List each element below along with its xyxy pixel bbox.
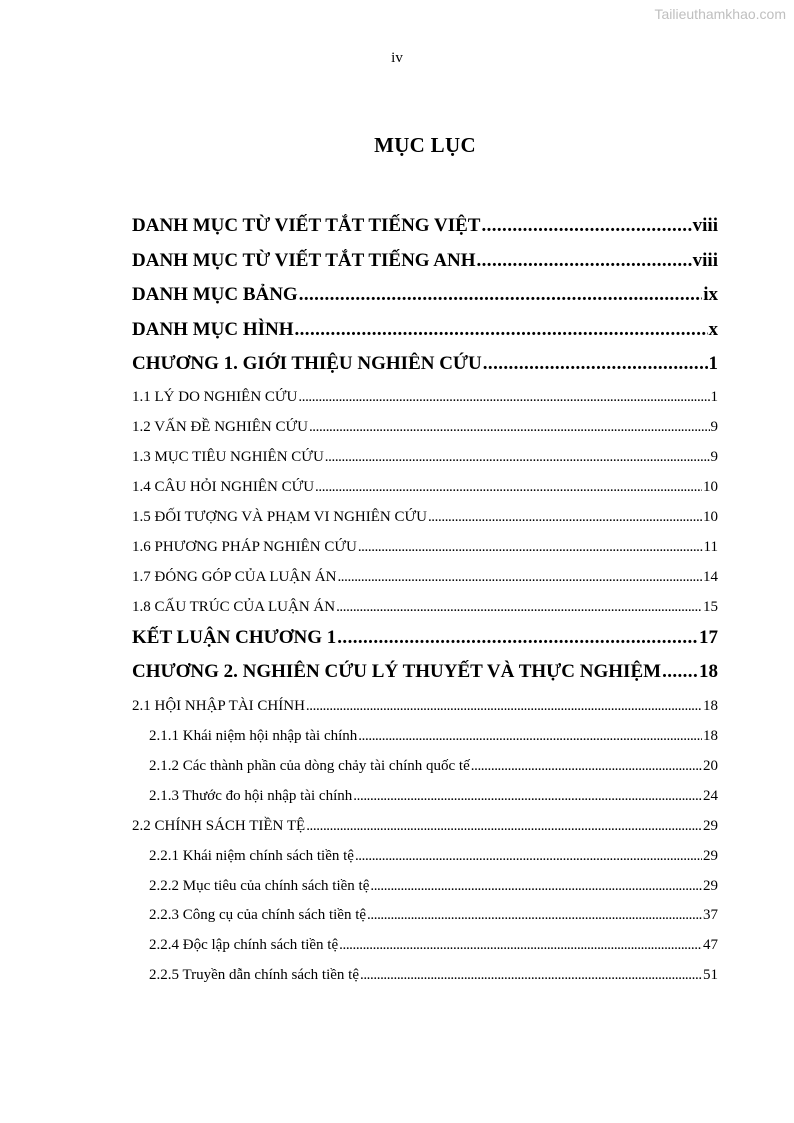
toc-entry-page: 47 (703, 937, 718, 953)
toc-leader (360, 967, 702, 984)
toc-entry[interactable] (132, 848, 718, 865)
toc-entry-label: 2.1 HỘI NHẬP TÀI CHÍNH (132, 698, 305, 714)
toc-entry-page: 10 (703, 509, 718, 525)
toc-entry-label: 2.2.3 Công cụ của chính sách tiền tệ (149, 907, 367, 923)
toc-entry[interactable] (132, 818, 718, 835)
toc-entry-label: 2.1.3 Thước đo hội nhập tài chính (149, 788, 353, 804)
toc-entry-page: 29 (703, 848, 718, 864)
toc-entry-page: 15 (703, 599, 718, 615)
toc-entry-page: 20 (703, 758, 718, 774)
toc-leader (355, 848, 702, 865)
toc-entry[interactable] (132, 569, 718, 586)
toc-entry[interactable] (132, 907, 718, 924)
toc-entry[interactable] (132, 937, 718, 954)
toc-leader (367, 907, 702, 924)
toc-entry-page: 29 (703, 878, 718, 894)
toc-entry[interactable] (132, 539, 718, 556)
toc-leader (483, 353, 708, 375)
toc-entry[interactable] (132, 479, 718, 496)
toc-entry[interactable] (132, 389, 718, 406)
toc-entry-label: 2.2.2 Mục tiêu của chính sách tiền tệ (149, 878, 370, 894)
toc-entry[interactable] (132, 698, 718, 715)
toc-entry-label: 1.3 MỤC TIÊU NGHIÊN CỨU (132, 449, 324, 465)
toc-entry-page: 37 (703, 907, 718, 923)
toc-entry[interactable] (132, 599, 718, 616)
toc-entry-page: 11 (703, 539, 718, 555)
toc-leader (337, 569, 702, 586)
toc-entry[interactable] (132, 319, 718, 341)
toc-entry-label: 2.2 CHÍNH SÁCH TIỀN TỆ (132, 818, 306, 834)
toc-entry-page: 51 (703, 967, 718, 983)
toc-entry-page: 18 (699, 661, 718, 682)
toc-leader (306, 818, 702, 835)
toc-leader (298, 389, 709, 406)
toc-entry-page: viii (692, 215, 718, 236)
toc-entry-label: DANH MỤC HÌNH (132, 319, 294, 340)
toc-entry-page: 9 (710, 449, 718, 465)
toc-leader (339, 937, 702, 954)
toc-entry[interactable] (132, 353, 718, 375)
toc-leader (295, 319, 708, 341)
toc-leader (358, 728, 702, 745)
toc-entry-label: 2.2.4 Độc lập chính sách tiền tệ (149, 937, 339, 953)
toc-entry[interactable] (132, 788, 718, 805)
toc-leader (358, 539, 703, 556)
toc-entry-page: 24 (703, 788, 718, 804)
toc-entry-label: 1.5 ĐỐI TƯỢNG VÀ PHẠM VI NGHIÊN CỨU (132, 509, 427, 525)
toc-entry-label: KẾT LUẬN CHƯƠNG 1 (132, 627, 337, 648)
toc-leader (662, 661, 698, 683)
toc-entry-page: 29 (703, 818, 718, 834)
toc-entry-page: 1 (710, 389, 718, 405)
toc-leader (309, 419, 710, 436)
toc-leader (336, 599, 702, 616)
toc-entry-label: 2.2.5 Truyền dẫn chính sách tiền tệ (149, 967, 359, 983)
toc-entry[interactable] (132, 728, 718, 745)
toc-entry-label: 1.2 VẤN ĐỀ NGHIÊN CỨU (132, 419, 308, 435)
toc-entry-label: DANH MỤC BẢNG (132, 284, 298, 305)
toc-entry-page: viii (692, 250, 718, 271)
toc-entry[interactable] (132, 449, 718, 466)
toc-entry-page: 9 (710, 419, 718, 435)
toc-leader (325, 449, 710, 466)
toc-entry[interactable] (132, 627, 718, 649)
toc-entry[interactable] (132, 967, 718, 984)
toc-entry-page: 10 (703, 479, 718, 495)
toc-entry-page: 18 (703, 728, 718, 744)
toc-leader (370, 878, 702, 895)
toc-entry-label: 2.2.1 Khái niệm chính sách tiền tệ (149, 848, 354, 864)
watermark: Tailieuthamkhao.com (654, 6, 786, 22)
toc-entry-page: ix (703, 284, 718, 305)
toc-leader (337, 627, 698, 649)
toc-leader (428, 509, 702, 526)
toc-entry-page: 1 (708, 353, 718, 374)
toc-entry[interactable] (132, 509, 718, 526)
toc-leader (481, 215, 691, 237)
toc-entry[interactable] (132, 661, 718, 683)
toc-leader (353, 788, 702, 805)
toc-entry[interactable] (132, 878, 718, 895)
toc-entry-page: 14 (703, 569, 718, 585)
toc-leader (315, 479, 702, 496)
page-number: iv (391, 50, 403, 66)
toc-entry-label: 1.7 ĐÓNG GÓP CỦA LUẬN ÁN (132, 569, 337, 585)
toc-entry-label: 1.4 CÂU HỎI NGHIÊN CỨU (132, 479, 315, 495)
toc-entry-label: 2.1.1 Khái niệm hội nhập tài chính (149, 728, 358, 744)
page-title: MỤC LỤC (374, 133, 476, 157)
toc-leader (471, 758, 702, 775)
toc-entry-label: 1.8 CẤU TRÚC CỦA LUẬN ÁN (132, 599, 336, 615)
toc-leader (477, 250, 692, 272)
toc-entry-label: 2.1.2 Các thành phần của dòng chảy tài chính quốc tế (149, 758, 470, 774)
toc-entry-label: CHƯƠNG 1. GIỚI THIỆU NGHIÊN CỨU (132, 353, 482, 374)
toc-leader (299, 284, 703, 306)
toc-entry-page: 18 (703, 698, 718, 714)
toc-entry-label: 1.6 PHƯƠNG PHÁP NGHIÊN CỨU (132, 539, 357, 555)
toc-entry-label: DANH MỤC TỪ VIẾT TẮT TIẾNG VIỆT (132, 215, 481, 236)
toc-entry-label: 1.1 LÝ DO NGHIÊN CỨU (132, 389, 298, 405)
toc-leader (306, 698, 702, 715)
toc-entry[interactable] (132, 250, 718, 272)
toc-entry-label: DANH MỤC TỪ VIẾT TẮT TIẾNG ANH (132, 250, 476, 271)
toc-entry-page: 17 (699, 627, 718, 648)
toc-entry-page: x (708, 319, 718, 340)
toc-entry-label: CHƯƠNG 2. NGHIÊN CỨU LÝ THUYẾT VÀ THỰC NGHIỆM (132, 661, 662, 682)
toc-entry[interactable] (132, 419, 718, 436)
toc-entry[interactable] (132, 284, 718, 306)
toc-entry[interactable] (132, 758, 718, 775)
toc-entry[interactable] (132, 215, 718, 237)
